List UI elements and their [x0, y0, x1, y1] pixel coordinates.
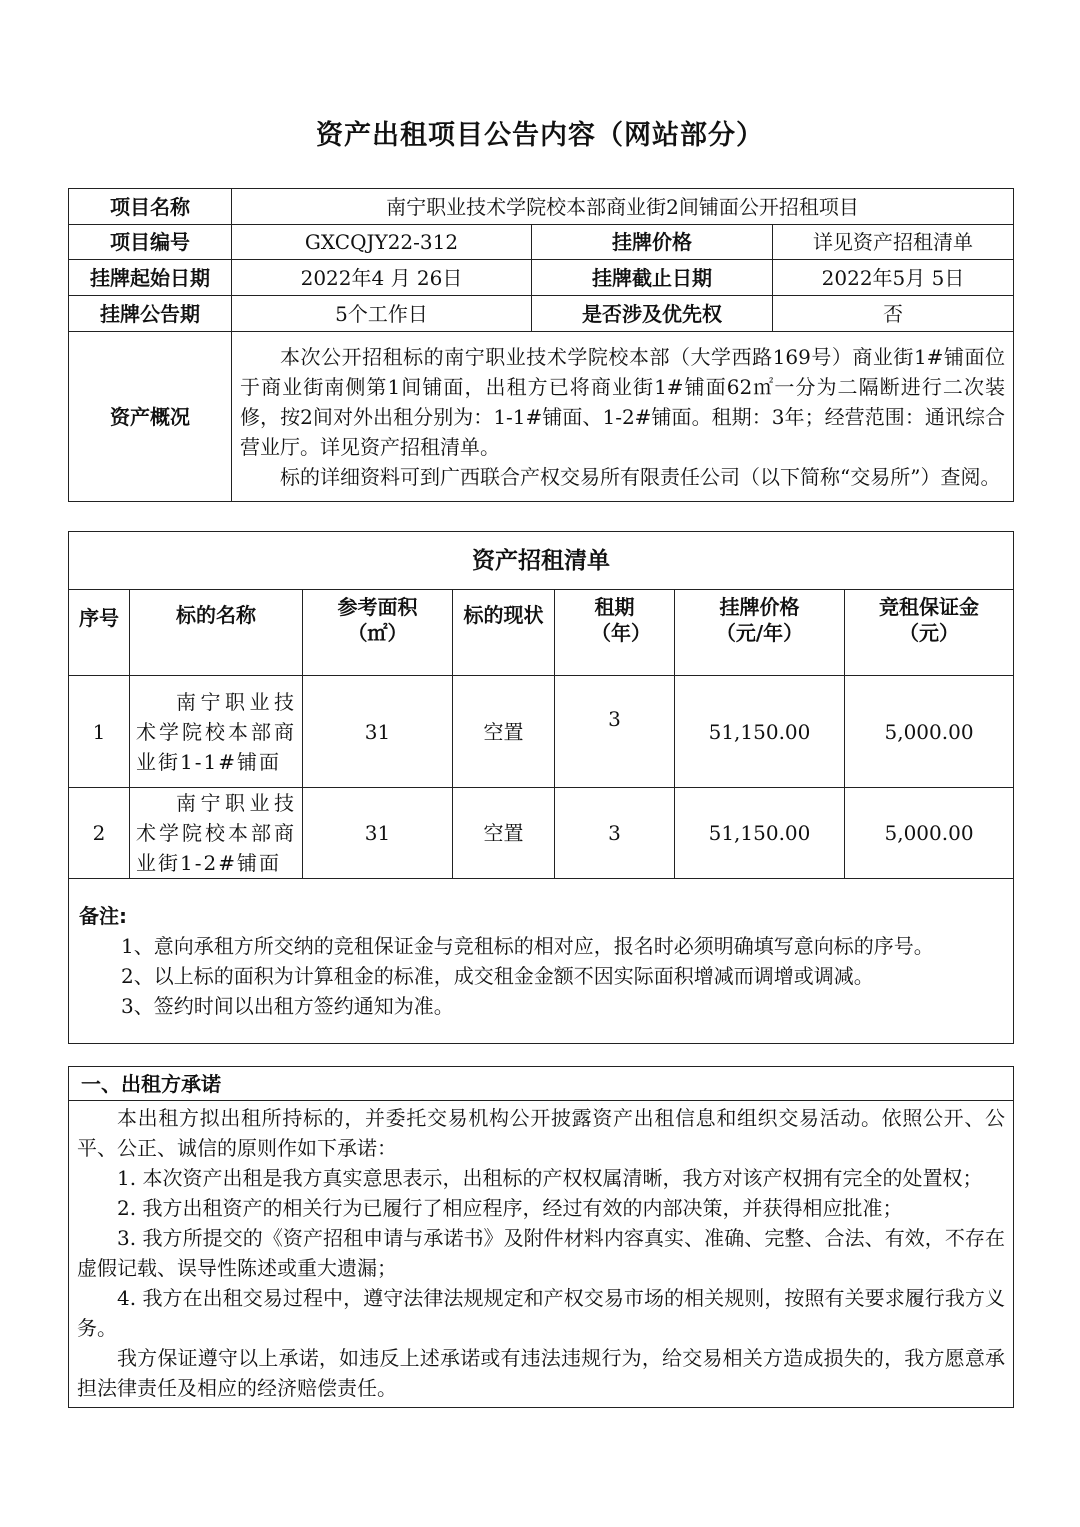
end-date-label: 挂牌截止日期: [532, 260, 773, 296]
row-area: 31: [303, 676, 453, 788]
project-code-label: 项目编号: [69, 225, 232, 260]
row-no: 1: [69, 676, 130, 788]
asset-listing-table: [68, 531, 1014, 1044]
priority-right-label: 是否涉及优先权: [532, 296, 773, 332]
priority-right-value: 否: [773, 296, 1014, 332]
commitment-paragraph: 4. 我方在出租交易过程中，遵守法律法规规定和产权交易市场的相关规则，按照有关要求履行我方义务。: [77, 1286, 1005, 1340]
row-status: 空置: [453, 788, 555, 879]
overview-label: 资产概况: [69, 332, 232, 502]
col-header-price: 挂牌价格（元/年）: [675, 590, 845, 676]
note-item: 2、以上标的面积为计算租金的标准，成交租金金额不因实际面积增减而调增或调减。: [121, 964, 874, 988]
project-name-label: 项目名称: [69, 189, 232, 225]
commitment-body: [69, 1101, 1014, 1408]
commitment-title: 一、出租方承诺: [69, 1067, 1014, 1101]
page-title: 资产出租项目公告内容（网站部分）: [316, 120, 764, 151]
notes-cell: [69, 879, 1014, 1044]
row-no: 2: [69, 788, 130, 879]
notice-period-label: 挂牌公告期: [69, 296, 232, 332]
row-term: 3: [555, 788, 675, 879]
note-item: 1、意向承租方所交纳的竞租保证金与竞租标的相对应，报名时必须明确填写意向标的序号。: [121, 934, 934, 958]
start-date-label: 挂牌起始日期: [69, 260, 232, 296]
row-term: 3: [555, 676, 675, 788]
col-header-term: 租期（年）: [555, 590, 675, 676]
row-price: 51,150.00: [675, 676, 845, 788]
project-info-table: [68, 188, 1014, 502]
overview-paragraph-2: 标的详细资料可到广西联合产权交易所有限责任公司（以下简称“交易所”）查阅。: [280, 464, 1001, 489]
commitment-paragraph: 2. 我方出租资产的相关行为已履行了相应程序，经过有效的内部决策，并获得相应批准；: [117, 1196, 903, 1220]
listing-price-value: 详见资产招租清单: [773, 225, 1014, 260]
notice-period-value: 5个工作日: [232, 296, 532, 332]
row-name: 南宁职业技术学院校本部商业街1-2#铺面: [130, 788, 303, 879]
start-date-value: 2022年4 月 26日: [232, 260, 532, 296]
commitment-paragraph: 3. 我方所提交的《资产招租申请与承诺书》及附件材料内容真实、准确、完整、合法、有效，不存在虚假记载、误导性陈述或重大遗漏；: [77, 1226, 1005, 1280]
listing-price-label: 挂牌价格: [532, 225, 773, 260]
row-area: 31: [303, 788, 453, 879]
col-header-status: 标的现状: [453, 590, 555, 676]
table-row: [69, 676, 1014, 788]
table-row: [69, 788, 1014, 879]
project-name-value: 南宁职业技术学院校本部商业街2间铺面公开招租项目: [232, 189, 1014, 225]
commitment-paragraph: 我方保证遵守以上承诺，如违反上述承诺或有违法违规行为，给交易相关方造成损失的，我方愿意承担法律责任及相应的经济赔偿责任。: [77, 1346, 1005, 1400]
row-price: 51,150.00: [675, 788, 845, 879]
end-date-value: 2022年5月 5日: [773, 260, 1014, 296]
row-deposit: 5,000.00: [845, 676, 1014, 788]
overview-paragraph-1: 本次公开招租标的南宁职业技术学院校本部（大学西路169号）商业街1#铺面位于商业街南侧第1间铺面，出租方已将商业街1#铺面62㎡一分为二隔断进行二次装修，按2间对外出租分别为：1-1#铺面、1-2#铺面。租期：3年；经营范围：通讯综合营业厅。详见资产招租清单。: [240, 344, 1006, 459]
col-header-no: 序号: [69, 590, 130, 676]
commitment-table: [68, 1066, 1014, 1408]
col-header-name: 标的名称: [130, 590, 303, 676]
row-name: 南宁职业技术学院校本部商业街1-1#铺面: [130, 676, 303, 788]
notes-title: 备注:: [79, 904, 127, 928]
row-status: 空置: [453, 676, 555, 788]
note-item: 3、签约时间以出租方签约通知为准。: [121, 994, 454, 1018]
col-header-area: 参考面积（㎡）: [303, 590, 453, 676]
commitment-paragraph: 本出租方拟出租所持标的，并委托交易机构公开披露资产出租信息和组织交易活动。依照公开、公平、公正、诚信的原则作如下承诺：: [77, 1106, 1005, 1160]
commitment-paragraph: 1. 本次资产出租是我方真实意思表示，出租标的产权权属清晰，我方对该产权拥有完全的处置权；: [117, 1166, 983, 1190]
row-deposit: 5,000.00: [845, 788, 1014, 879]
overview-text: [232, 332, 1014, 502]
listing-title: 资产招租清单: [69, 532, 1014, 590]
col-header-deposit: 竞租保证金（元）: [845, 590, 1014, 676]
project-code-value: GXCQJY22-312: [232, 225, 532, 260]
